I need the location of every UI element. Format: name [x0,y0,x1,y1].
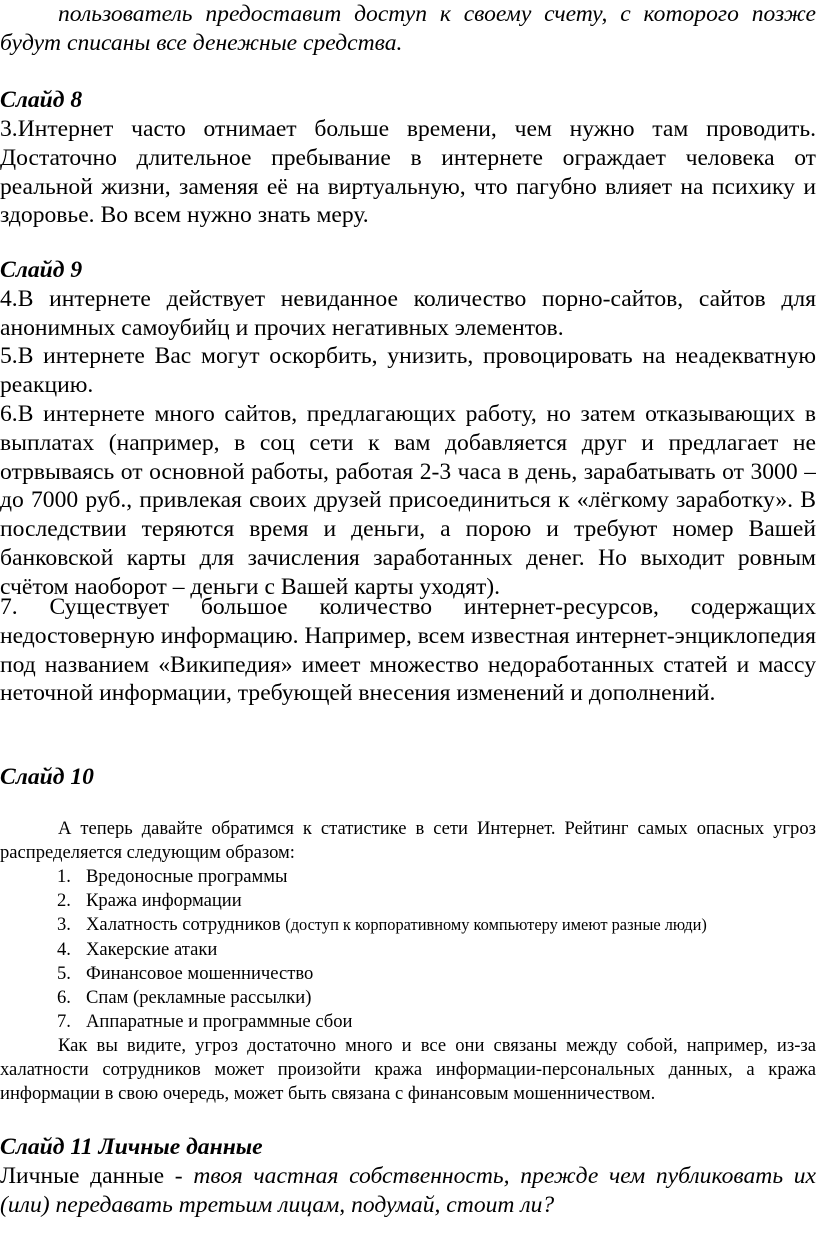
list-item: 1. Вредоносные программы [57,866,288,887]
list-item: 7. Аппаратные и программные сбои [57,1011,353,1033]
slide-11-lead: Личные данные - [0,1163,194,1189]
slide-10-conclusion: Как вы видите, угроз достаточно много и все они связаны между собой, например, из-за халатности сотрудников может произойти кража информации-персональных данных, а кража информации в свою очередь, может быть связана с финансовым мошенничеством. [0,1035,816,1105]
slide-9-point-6: 6.В интернете много сайтов, предлагающих работу, но затем отказывающих в выплатах (например, в соц сети к вам добавляется друг и предлагает не отрвываясь от основной работы, работая 2-3 часа в день, зарабатывать от 3000 –до 7000 руб., привлекая своих друзей присоединиться к «лёгкому заработку». В последствии теряются время и деньги, а порою и требуют номер Вашей банковской карты для зачисления заработанных денег. Но выходит ровным счётом наоборот – деньги с Вашей карты уходят). [0,401,816,600]
intro-paragraph: пользователь предоставит доступ к своему счету, с которого позже будут списаны все денежные средства. [0,1,816,56]
slide-11-text: твоя частная собственность, прежде чем публиковать их (или) передавать третьим лицам, подумай, стоит ли? [0,1163,816,1218]
slide-9-point-5: 5.В интернете Вас могут оскорбить, унизить, провоцировать на неадекватную реакцию. [0,343,816,398]
slide-9-point-4: 4.В интернете действует невиданное количество порно-сайтов, сайтов для анонимных самоубийц и прочих негативных элементов. [0,286,816,341]
threat-list [0,865,816,1034]
list-item: 2. Кража информации [57,890,242,912]
slide-9-heading: Слайд 9 [0,257,83,283]
slide-10-heading: Слайд 10 [0,764,94,790]
slide-10-intro: А теперь давайте обратимся к статистике в сети Интернет. Рейтинг самых опасных угроз распределяется следующим образом: [0,818,816,864]
slide-11-paragraph [0,1162,816,1220]
slide-11-heading: Слайд 11 Личные данные [0,1134,263,1160]
slide-8-heading: Слайд 8 [0,87,83,113]
list-item: 3. Халатность сотрудников (доступ к корпоративному компьютеру имеют разные люди) [57,914,707,936]
list-item: 4. Хакерские атаки [57,938,218,960]
slide-9-point-7: 7. Существует большое количество интернет-ресурсов, содержащих недостоверную информацию. Например, всем известная интернет-энциклопедия под названием «Википедия» имеет множество недоработанных статей и массу неточной информации, требующей внесения изменений и дополнений. [0,594,816,707]
slide-8-paragraph: 3.Интернет часто отнимает больше времени, чем нужно там проводить. Достаточно длительное пребывание в интернете ограждает человека от реальной жизни, заменяя её на виртуальную, что пагубно влияет на психику и здоровье. Во всем нужно знать меру. [0,116,816,229]
list-item: 5. Финансовое мошенничество [57,962,314,984]
list-item: 6. Спам (рекламные рассылки) [57,987,312,1009]
